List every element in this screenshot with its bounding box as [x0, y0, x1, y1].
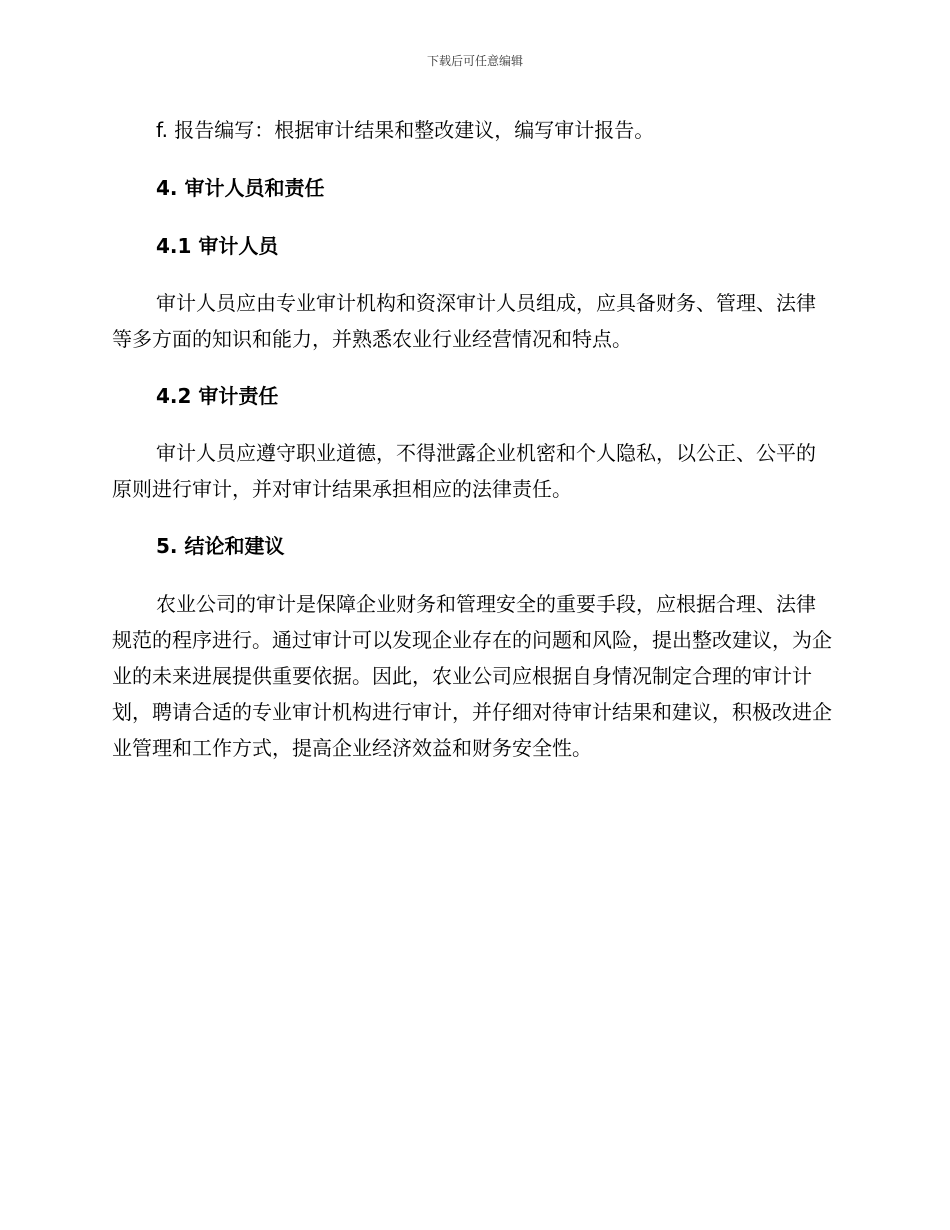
- subsection-heading-audit-staff: 4.1 审计人员: [156, 234, 279, 258]
- paragraph-audit-staff: 审计人员应由专业审计机构和资深审计人员组成，应具备财务、管理、法律等多方面的知识和能力，并熟悉农业行业经营情况和特点。: [112, 291, 816, 351]
- document-body: [112, 112, 832, 766]
- section-heading-audit-staff-and-responsibility: 4. 审计人员和责任: [156, 176, 325, 200]
- list-item-report-writing: f. 报告编写：根据审计结果和整改建议，编写审计报告。: [156, 118, 655, 142]
- subsection-heading-audit-responsibility: 4.2 审计责任: [156, 384, 279, 408]
- paragraph-conclusion: 农业公司的审计是保障企业财务和管理安全的重要手段，应根据合理、法律规范的程序进行。通过审计可以发现企业存在的问题和风险，提出整改建议，为企业的未来进展提供重要依据。因此，农业公司应根据自身情况制定合理的审计计划，聘请合适的专业审计机构进行审计，并仔细对待审计结果和建议，积极改进企业管理和工作方式，提高企业经济效益和财务安全性。: [112, 592, 832, 760]
- page-header: 下载后可任意编辑: [426, 54, 523, 68]
- paragraph-audit-responsibility: 审计人员应遵守职业道德，不得泄露企业机密和个人隐私，以公正、公平的原则进行审计，并对审计结果承担相应的法律责任。: [112, 441, 816, 501]
- section-heading-conclusion: 5. 结论和建议: [156, 534, 285, 558]
